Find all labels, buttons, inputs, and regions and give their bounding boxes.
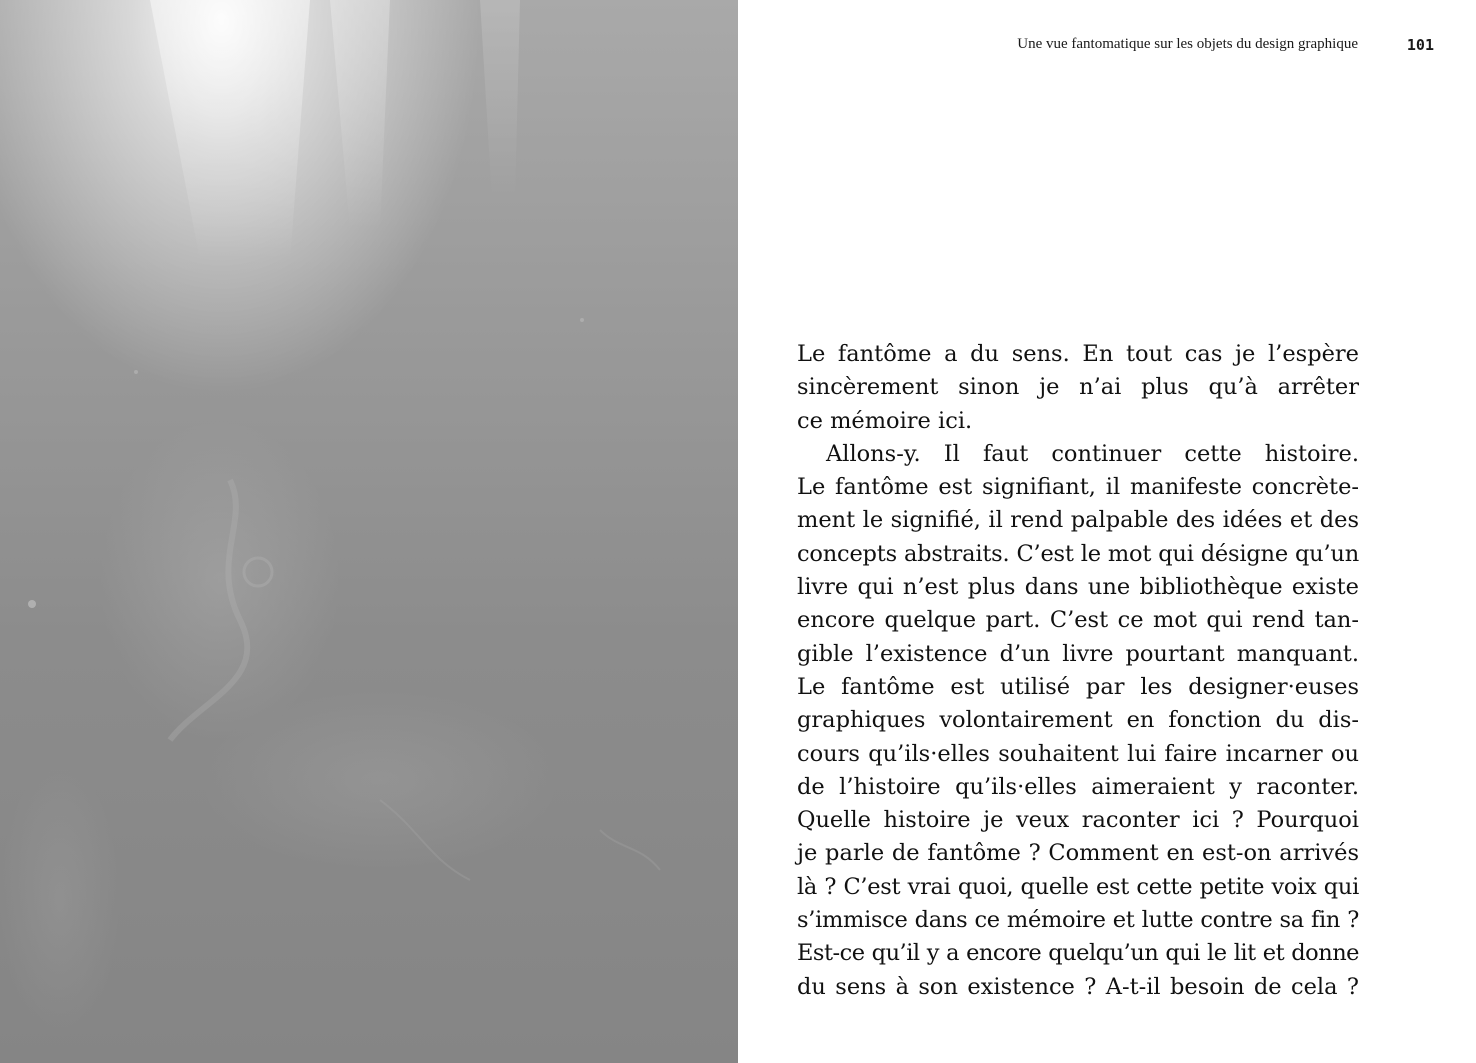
paragraph-1	[797, 338, 1359, 438]
text-line: encore quelque part. C’est ce mot qui rend tan-	[797, 607, 1359, 634]
text-line: Le fantôme est signifiant, il manifeste concrète-	[797, 474, 1359, 501]
paragraph-2	[797, 438, 1359, 1004]
body-text	[797, 338, 1359, 1004]
text-line: Le fantôme a du sens. En tout cas je l’espère	[797, 341, 1359, 367]
text-line: là ? C’est vrai quoi, quelle est cette petite voix qui	[797, 873, 1359, 900]
text-line: sincèrement sinon je n’ai plus qu’à arrêter	[797, 374, 1359, 401]
text-line: graphiques volontairement en fonction du dis-	[797, 707, 1359, 734]
text-line: gible l’existence d’un livre pourtant manquant.	[797, 640, 1359, 667]
page-number: 101	[1406, 36, 1434, 54]
text-line: ment le signifié, il rend palpable des idées et des	[797, 507, 1359, 534]
text-line: concepts abstraits. C’est le mot qui désigne qu’un	[797, 540, 1359, 567]
right-page	[738, 0, 1476, 1063]
text-line: du sens à son existence ? A-t-il besoin de cela ?	[797, 973, 1359, 1000]
text-line: de l’histoire qu’ils·elles aimeraient y raconter.	[797, 773, 1359, 800]
running-head: Une vue fantomatique sur les objets du design graphique	[1017, 36, 1358, 52]
text-line: ce mémoire ici.	[797, 407, 973, 434]
text-line: cours qu’ils·elles souhaitent lui faire incarner ou	[797, 740, 1359, 767]
text-line: livre qui n’est plus dans une bibliothèque existe	[797, 574, 1359, 601]
text-line: Le fantôme est utilisé par les designer·euses	[797, 673, 1359, 700]
text-line: Quelle histoire je veux raconter ici ? Pourquoi	[797, 807, 1359, 834]
text-line: je parle de fantôme ? Comment en est-on arrivés	[797, 840, 1359, 867]
text-line: s’immisce dans ce mémoire et lutte contre sa fin ?	[797, 907, 1359, 934]
text-line: Allons-y. Il faut continuer cette histoire.	[826, 440, 1359, 467]
text-line: Est-ce qu’il y a encore quelqu’un qui le lit et donne	[797, 940, 1359, 967]
